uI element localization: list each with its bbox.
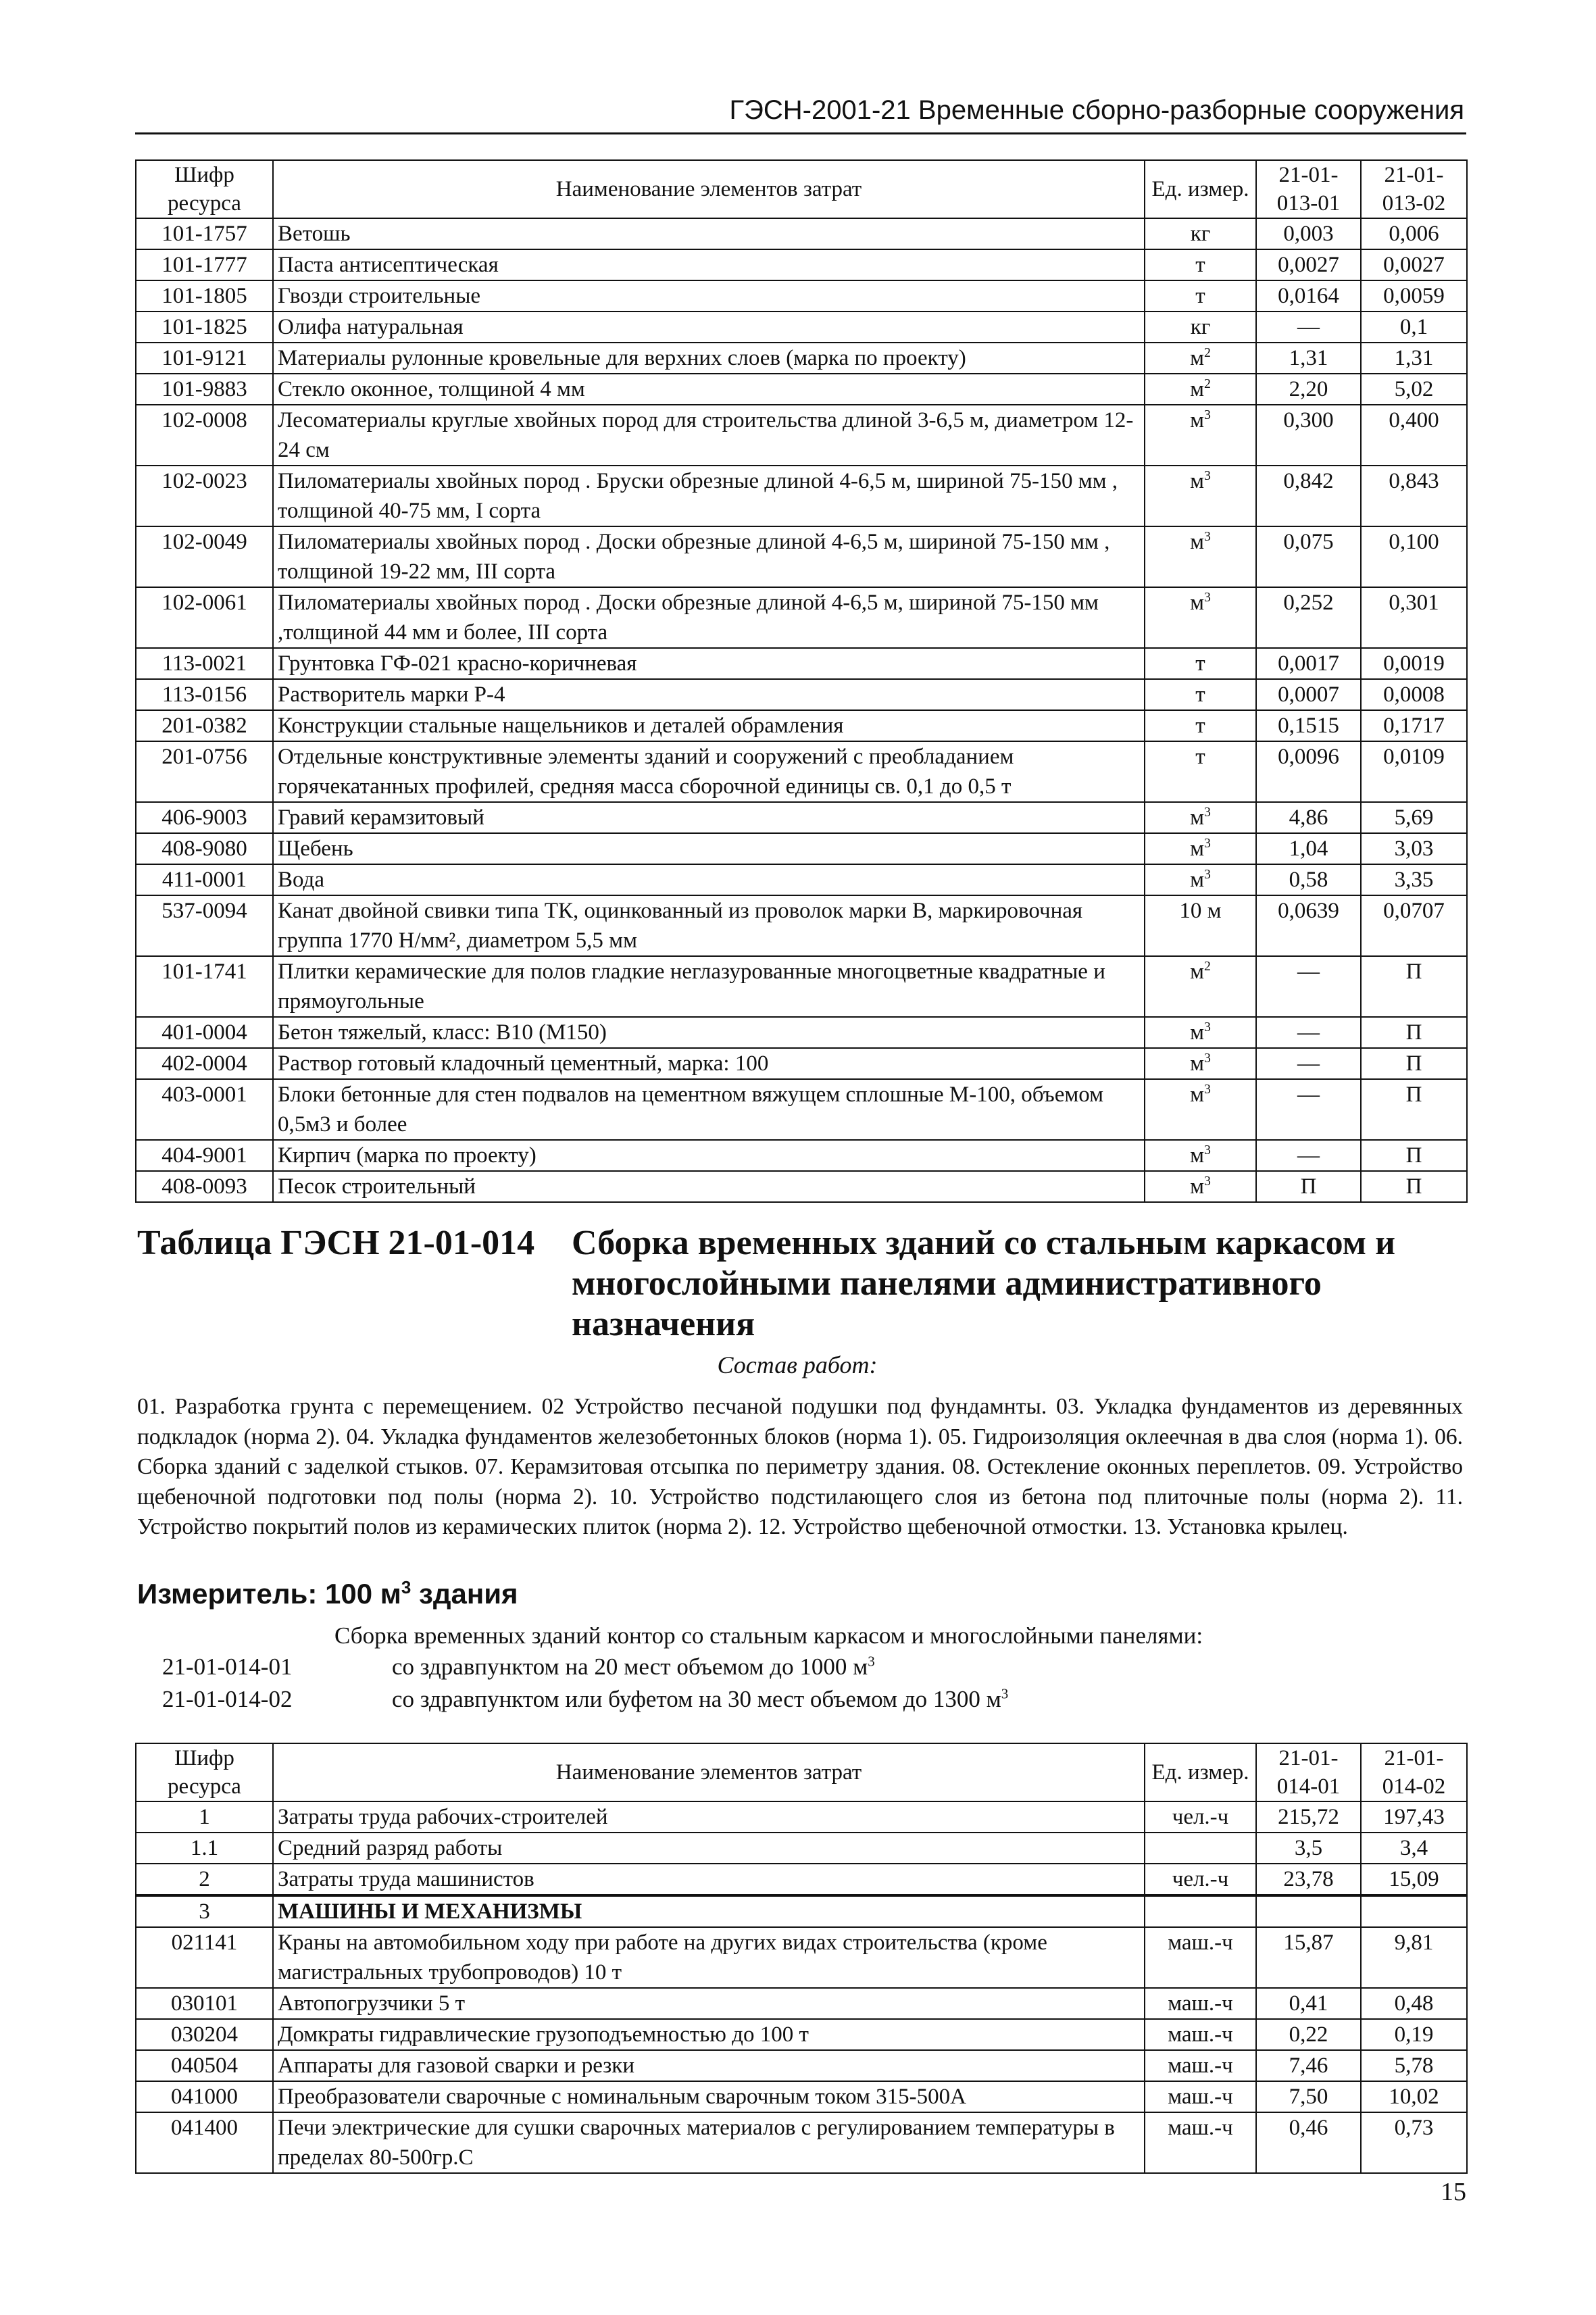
cell-name: МАШИНЫ И МЕХАНИЗМЫ [273, 1895, 1145, 1927]
cell-unit-text: маш.-ч [1168, 1931, 1233, 1955]
cell-value-1: 2,20 [1256, 374, 1361, 405]
cell-code: 101-9883 [136, 374, 273, 405]
cell-value-2: 0,843 [1361, 466, 1467, 526]
cell-unit [1145, 1017, 1256, 1048]
cell-unit-sup: 2 [1204, 345, 1211, 360]
table-row [136, 802, 1467, 833]
cell-code: 113-0021 [136, 648, 273, 679]
cell-value-1: 0,300 [1256, 405, 1361, 466]
cell-unit [1145, 679, 1256, 710]
cell-code: 101-1757 [136, 218, 273, 249]
cell-code: 411-0001 [136, 864, 273, 895]
header-code: Шифр ресурса [136, 160, 273, 218]
cell-code: 402-0004 [136, 1048, 273, 1079]
cell-value-2: 3,03 [1361, 833, 1467, 864]
cell-code: 403-0001 [136, 1079, 273, 1140]
cell-name: Лесоматериалы круглые хвойных пород для строительства длиной 3-6,5 м, диаметром 12-24 см [273, 405, 1145, 466]
cell-value-2: 0,0008 [1361, 679, 1467, 710]
cell-value-1: 0,0017 [1256, 648, 1361, 679]
cell-unit-text: м [1190, 805, 1204, 830]
table-row [136, 374, 1467, 405]
cell-unit-sup: 3 [1204, 1082, 1211, 1097]
header-code: Шифр ресурса [136, 1743, 273, 1801]
cell-unit-text: кг [1190, 315, 1211, 339]
cell-value-1: — [1256, 312, 1361, 343]
table-header-row [136, 1743, 1467, 1801]
cell-unit [1145, 1988, 1256, 2019]
cell-unit [1145, 405, 1256, 466]
cell-value-2: 0,1717 [1361, 710, 1467, 741]
table-row [136, 648, 1467, 679]
cell-code: 030101 [136, 1988, 273, 2019]
cell-unit-text: м [1190, 1051, 1204, 1076]
cell-name: Домкраты гидравлические грузоподъемностью до 100 т [273, 2019, 1145, 2050]
cell-unit-text: маш.-ч [1168, 2022, 1233, 2047]
cell-unit-text: м [1190, 1174, 1204, 1199]
cell-name: Ветошь [273, 218, 1145, 249]
header-unit: Ед. измер. [1145, 160, 1256, 218]
cell-value-1: 0,252 [1256, 587, 1361, 648]
cell-value-1: 0,0164 [1256, 280, 1361, 312]
cell-code: 101-1777 [136, 249, 273, 280]
cell-name: Аппараты для газовой сварки и резки [273, 2050, 1145, 2081]
cell-value-2: П [1361, 1171, 1467, 1202]
cell-value-1: 0,075 [1256, 526, 1361, 587]
cell-value-2: 0,73 [1361, 2112, 1467, 2173]
cell-unit-text: м [1190, 591, 1204, 615]
cell-value-1: 15,87 [1256, 1927, 1361, 1988]
cell-value-2: 1,31 [1361, 343, 1467, 374]
cell-value-1: 1,31 [1256, 343, 1361, 374]
meter-line [137, 1576, 518, 1612]
cell-unit [1145, 1171, 1256, 1202]
cell-value-2: П [1361, 1017, 1467, 1048]
cell-value-1: 0,842 [1256, 466, 1361, 526]
cell-unit [1145, 218, 1256, 249]
table-row [136, 280, 1467, 312]
cell-name: Гравий керамзитовый [273, 802, 1145, 833]
norm-intro: Сборка временных зданий контор со стальным каркасом и многослойными панелями: [334, 1622, 1203, 1649]
table-row [136, 249, 1467, 280]
table-row [136, 1927, 1467, 1988]
cell-unit-sup: 3 [1204, 407, 1211, 422]
table-row [136, 710, 1467, 741]
works-description: 01. Разработка грунта с перемещением. 02 Устройство песчаной подушки под фундамнты. 03. Укладка фундаментов из деревянных подкладок (норма 2). 04. Укладка фундаментов железобетонных блоков (норма 1). 05. Гидроизоляция оклеечная в два слоя (норма 1). 06. Сборка зданий с заделкой стыков. 07. Керамзитовая отсыпка по периметру здания. 08. Остекление оконных переплетов. 09. Устройство щебеночной подготовки под полы (норма 2). 10. Устройство подстилающего слоя из бетона под плиточные полы (норма 2). 11. Устройство покрытий полов из керамических плиток (норма 2). 12. Устройство щебеночной отмостки. 13. Установка крылец. [137, 1394, 1463, 1539]
cell-code: 102-0061 [136, 587, 273, 648]
cell-code: 2 [136, 1864, 273, 1895]
table-body [136, 218, 1467, 1202]
cell-value-1: 0,1515 [1256, 710, 1361, 741]
table-row [136, 1864, 1467, 1895]
cell-unit [1145, 374, 1256, 405]
cell-name: Пиломатериалы хвойных пород . Доски обрезные длиной 4-6,5 м, шириной 75-150 мм , толщиной 19-22 мм, III сорта [273, 526, 1145, 587]
table-row [136, 587, 1467, 648]
cell-name: Автопогрузчики 5 т [273, 1988, 1145, 2019]
cell-code: 201-0756 [136, 741, 273, 802]
table-row [136, 1079, 1467, 1140]
table-row [136, 1895, 1467, 1927]
cell-unit-sup: 3 [1204, 805, 1211, 820]
table-row [136, 679, 1467, 710]
cell-unit-sup: 3 [1204, 468, 1211, 483]
meter-sup: 3 [401, 1577, 412, 1597]
cell-name: Канат двойной свивки типа ТК, оцинкованный из проволок марки В, маркировочная группа 1770 Н/мм², диаметром 5,5 мм [273, 895, 1145, 956]
header-col1: 21-01-014-01 [1256, 1743, 1361, 1801]
cell-value-1: 4,86 [1256, 802, 1361, 833]
cell-unit-text: 10 м [1179, 899, 1222, 923]
cell-name: Щебень [273, 833, 1145, 864]
cell-unit-sup: 2 [1204, 376, 1211, 391]
cell-value-1: 0,58 [1256, 864, 1361, 895]
cell-unit [1145, 864, 1256, 895]
cell-name: Стекло оконное, толщиной 4 мм [273, 374, 1145, 405]
table-row [136, 218, 1467, 249]
cell-value-2: 15,09 [1361, 1864, 1467, 1895]
cell-value-2: П [1361, 1140, 1467, 1171]
cell-unit [1145, 648, 1256, 679]
cell-value-1: — [1256, 1048, 1361, 1079]
header-col1: 21-01-013-01 [1256, 160, 1361, 218]
meter-prefix: Измеритель: 100 м [137, 1578, 401, 1610]
table-row [136, 2050, 1467, 2081]
cell-value-2: 0,0059 [1361, 280, 1467, 312]
resources-table-014 [135, 1743, 1468, 2174]
cell-value-2: 0,0707 [1361, 895, 1467, 956]
cell-unit [1145, 526, 1256, 587]
cell-name: Краны на автомобильном ходу при работе на других видах строительства (кроме магистральных трубопроводов) 10 т [273, 1927, 1145, 1988]
cell-name: Олифа натуральная [273, 312, 1145, 343]
norm-desc-text: со здравпунктом на 20 мест объемом до 1000 м [392, 1653, 868, 1680]
cell-unit [1145, 1048, 1256, 1079]
cell-unit-text: м [1190, 469, 1204, 493]
table-row [136, 343, 1467, 374]
cell-value-1: 0,003 [1256, 218, 1361, 249]
cell-code: 041000 [136, 2081, 273, 2112]
cell-unit-text: кг [1190, 222, 1211, 246]
table-row [136, 466, 1467, 526]
cell-name: Грунтовка ГФ-021 красно-коричневая [273, 648, 1145, 679]
norm-desc-sup: 3 [868, 1653, 875, 1670]
cell-unit-sup: 3 [1204, 529, 1211, 544]
cell-value-2: П [1361, 1048, 1467, 1079]
cell-value-1: 0,0639 [1256, 895, 1361, 956]
header-rule [135, 132, 1466, 134]
cell-value-1: 0,22 [1256, 2019, 1361, 2050]
cell-unit [1145, 956, 1256, 1017]
cell-name: Вода [273, 864, 1145, 895]
header-name: Наименование элементов затрат [273, 1743, 1145, 1801]
cell-unit-text: м [1190, 346, 1204, 370]
cell-code: 101-9121 [136, 343, 273, 374]
cell-value-2: П [1361, 956, 1467, 1017]
cell-unit-text: м [1190, 1082, 1204, 1107]
cell-name: Затраты труда рабочих-строителей [273, 1801, 1145, 1833]
cell-code: 021141 [136, 1927, 273, 1988]
table-row [136, 2081, 1467, 2112]
cell-name: Преобразователи сварочные с номинальным сварочным током 315-500А [273, 2081, 1145, 2112]
norm-row [162, 1684, 1008, 1715]
cell-unit [1145, 312, 1256, 343]
cell-value-2: 197,43 [1361, 1801, 1467, 1833]
cell-unit-text: м [1190, 960, 1204, 984]
cell-value-1: П [1256, 1171, 1361, 1202]
cell-unit-sup: 3 [1204, 1020, 1211, 1035]
cell-name: Конструкции стальные нащельников и деталей обрамления [273, 710, 1145, 741]
cell-value-2: 0,0019 [1361, 648, 1467, 679]
cell-value-2: 9,81 [1361, 1927, 1467, 1988]
cell-unit [1145, 587, 1256, 648]
table-row [136, 1048, 1467, 1079]
works-heading: Состав работ: [717, 1351, 878, 1378]
header-name: Наименование элементов затрат [273, 160, 1145, 218]
cell-unit-text: м [1190, 530, 1204, 554]
table-row [136, 1171, 1467, 1202]
cell-code: 408-0093 [136, 1171, 273, 1202]
cell-code: 113-0156 [136, 679, 273, 710]
cell-code: 102-0008 [136, 405, 273, 466]
table-label: Таблица ГЭСН 21-01-014 [137, 1224, 535, 1262]
cell-unit-text: м [1190, 837, 1204, 861]
table-row [136, 833, 1467, 864]
table-row [136, 956, 1467, 1017]
cell-unit [1145, 2112, 1256, 2173]
norm-desc-text: со здравпунктом или буфетом на 30 мест объемом до 1300 м [392, 1686, 1001, 1712]
cell-unit-sup: 3 [1204, 836, 1211, 851]
cell-name: Кирпич (марка по проекту) [273, 1140, 1145, 1171]
cell-unit-text: т [1195, 651, 1205, 676]
cell-unit-text: м [1190, 408, 1204, 432]
cell-unit [1145, 280, 1256, 312]
table-row [136, 1140, 1467, 1171]
cell-value-2: П [1361, 1079, 1467, 1140]
cell-unit-sup: 2 [1204, 959, 1211, 974]
table-title: Сборка временных зданий со стальным каркасом и многослойными панелями административного назначения [572, 1224, 1396, 1343]
cell-code: 1.1 [136, 1833, 273, 1864]
table-header-row [136, 160, 1467, 218]
cell-value-2: 5,78 [1361, 2050, 1467, 2081]
cell-unit-sup: 3 [1204, 867, 1211, 882]
cell-code: 101-1825 [136, 312, 273, 343]
cell-value-2: 0,100 [1361, 526, 1467, 587]
cell-unit [1145, 343, 1256, 374]
cell-value-1: 0,46 [1256, 2112, 1361, 2173]
cell-unit-text: т [1195, 682, 1205, 707]
cell-value-2: 0,0109 [1361, 741, 1467, 802]
cell-value-2: 0,1 [1361, 312, 1467, 343]
cell-unit [1145, 1801, 1256, 1833]
table-row [136, 1988, 1467, 2019]
cell-name: Печи электрические для сушки сварочных материалов с регулированием температуры в пределах 80-500гр.С [273, 2112, 1145, 2173]
cell-unit-text: м [1190, 868, 1204, 892]
cell-code: 041400 [136, 2112, 273, 2173]
cell-value-1: — [1256, 1017, 1361, 1048]
norm-code: 21-01-014-01 [162, 1653, 293, 1680]
cell-value-1 [1256, 1895, 1361, 1927]
cell-unit-text: т [1195, 253, 1205, 277]
cell-value-2: 0,19 [1361, 2019, 1467, 2050]
cell-unit-text: м [1190, 1143, 1204, 1168]
norm-desc [392, 1684, 1008, 1715]
cell-value-2: 0,006 [1361, 218, 1467, 249]
cell-unit [1145, 1140, 1256, 1171]
cell-code: 1 [136, 1801, 273, 1833]
norm-row [162, 1651, 875, 1683]
cell-code: 201-0382 [136, 710, 273, 741]
norm-desc-sup: 3 [1001, 1685, 1009, 1702]
resources-table-013 [135, 159, 1468, 1203]
cell-unit-text: м [1190, 1020, 1204, 1045]
cell-code: 3 [136, 1895, 273, 1927]
cell-unit [1145, 1895, 1256, 1927]
page-number: 15 [1441, 2178, 1466, 2206]
cell-unit [1145, 802, 1256, 833]
table-row [136, 741, 1467, 802]
norm-code: 21-01-014-02 [162, 1686, 293, 1712]
cell-code: 101-1805 [136, 280, 273, 312]
table-row [136, 312, 1467, 343]
cell-unit-text: маш.-ч [1168, 1991, 1233, 2016]
header-unit: Ед. измер. [1145, 1743, 1256, 1801]
cell-unit [1145, 1864, 1256, 1895]
cell-unit-text: маш.-ч [1168, 2053, 1233, 2078]
cell-unit [1145, 895, 1256, 956]
cell-value-1: 0,0096 [1256, 741, 1361, 802]
cell-unit-text: чел.-ч [1172, 1867, 1229, 1891]
cell-unit-text: т [1195, 745, 1205, 769]
running-header: ГЭСН-2001-21 Временные сборно-разборные сооружения [729, 95, 1464, 125]
table-row [136, 405, 1467, 466]
cell-code: 102-0049 [136, 526, 273, 587]
cell-unit [1145, 1833, 1256, 1864]
cell-unit-sup: 3 [1204, 590, 1211, 605]
cell-value-2: 5,02 [1361, 374, 1467, 405]
cell-value-1: 3,5 [1256, 1833, 1361, 1864]
cell-code: 537-0094 [136, 895, 273, 956]
cell-code: 401-0004 [136, 1017, 273, 1048]
cell-name: Раствор готовый кладочный цементный, марка: 100 [273, 1048, 1145, 1079]
cell-unit-text: маш.-ч [1168, 2085, 1233, 2109]
table-row [136, 2019, 1467, 2050]
cell-value-1: 0,0007 [1256, 679, 1361, 710]
cell-name: Блоки бетонные для стен подвалов на цементном вяжущем сплошные М-100, объемом 0,5м3 и более [273, 1079, 1145, 1140]
table-row [136, 1833, 1467, 1864]
cell-unit-text: м [1190, 377, 1204, 401]
cell-value-1: 0,41 [1256, 1988, 1361, 2019]
cell-name: Средний разряд работы [273, 1833, 1145, 1864]
cell-name: Песок строительный [273, 1171, 1145, 1202]
header-col2: 21-01-013-02 [1361, 160, 1467, 218]
cell-value-2: 10,02 [1361, 2081, 1467, 2112]
cell-value-2: 3,35 [1361, 864, 1467, 895]
cell-value-1: 215,72 [1256, 1801, 1361, 1833]
cell-unit [1145, 249, 1256, 280]
cell-value-2: 0,0027 [1361, 249, 1467, 280]
cell-code: 030204 [136, 2019, 273, 2050]
cell-unit [1145, 741, 1256, 802]
table-row [136, 895, 1467, 956]
cell-value-2: 0,301 [1361, 587, 1467, 648]
cell-unit [1145, 466, 1256, 526]
cell-name: Растворитель марки Р-4 [273, 679, 1145, 710]
cell-unit-text: маш.-ч [1168, 2116, 1233, 2140]
table-row [136, 526, 1467, 587]
table-row [136, 1801, 1467, 1833]
cell-name: Материалы рулонные кровельные для верхних слоев (марка по проекту) [273, 343, 1145, 374]
cell-code: 404-9001 [136, 1140, 273, 1171]
cell-value-1: 7,46 [1256, 2050, 1361, 2081]
cell-unit-text: чел.-ч [1172, 1805, 1229, 1829]
cell-code: 101-1741 [136, 956, 273, 1017]
table-row [136, 864, 1467, 895]
cell-value-1: — [1256, 1140, 1361, 1171]
cell-name: Отдельные конструктивные элементы зданий и сооружений с преобладанием горячекатанных профилей, средняя масса сборочной единицы св. 0,1 до 0,5 т [273, 741, 1145, 802]
cell-value-1: 7,50 [1256, 2081, 1361, 2112]
cell-value-1: 1,04 [1256, 833, 1361, 864]
cell-code: 408-9080 [136, 833, 273, 864]
cell-unit [1145, 2081, 1256, 2112]
cell-unit-text: т [1195, 714, 1205, 738]
cell-value-1: 0,0027 [1256, 249, 1361, 280]
cell-unit [1145, 2019, 1256, 2050]
cell-code: 102-0023 [136, 466, 273, 526]
cell-unit [1145, 1079, 1256, 1140]
cell-value-1: 23,78 [1256, 1864, 1361, 1895]
table-row [136, 2112, 1467, 2173]
cell-unit-sup: 3 [1204, 1051, 1211, 1066]
cell-name: Паста антисептическая [273, 249, 1145, 280]
cell-value-2 [1361, 1895, 1467, 1927]
cell-code: 040504 [136, 2050, 273, 2081]
cell-unit [1145, 1927, 1256, 1988]
cell-value-1: — [1256, 1079, 1361, 1140]
meter-suffix: здания [418, 1578, 518, 1610]
cell-unit-sup: 3 [1204, 1143, 1211, 1158]
cell-name: Пиломатериалы хвойных пород . Бруски обрезные длиной 4-6,5 м, шириной 75-150 мм , толщиной 40-75 мм, I сорта [273, 466, 1145, 526]
cell-name: Гвозди строительные [273, 280, 1145, 312]
cell-name: Бетон тяжелый, класс: В10 (М150) [273, 1017, 1145, 1048]
cell-value-2: 3,4 [1361, 1833, 1467, 1864]
cell-value-1: — [1256, 956, 1361, 1017]
cell-code: 406-9003 [136, 802, 273, 833]
cell-name: Плитки керамические для полов гладкие неглазурованные многоцветные квадратные и прямоугольные [273, 956, 1145, 1017]
cell-value-2: 0,48 [1361, 1988, 1467, 2019]
cell-unit [1145, 2050, 1256, 2081]
cell-name: Затраты труда машинистов [273, 1864, 1145, 1895]
cell-name: Пиломатериалы хвойных пород . Доски обрезные длиной 4-6,5 м, шириной 75-150 мм ,толщиной 44 мм и более, III сорта [273, 587, 1145, 648]
cell-unit [1145, 710, 1256, 741]
header-col2: 21-01-014-02 [1361, 1743, 1467, 1801]
cell-unit [1145, 833, 1256, 864]
table-body [136, 1801, 1467, 2173]
cell-unit-sup: 3 [1204, 1174, 1211, 1189]
norm-desc [392, 1651, 875, 1683]
cell-unit-text: т [1195, 284, 1205, 308]
cell-value-2: 5,69 [1361, 802, 1467, 833]
cell-value-2: 0,400 [1361, 405, 1467, 466]
table-row [136, 1017, 1467, 1048]
